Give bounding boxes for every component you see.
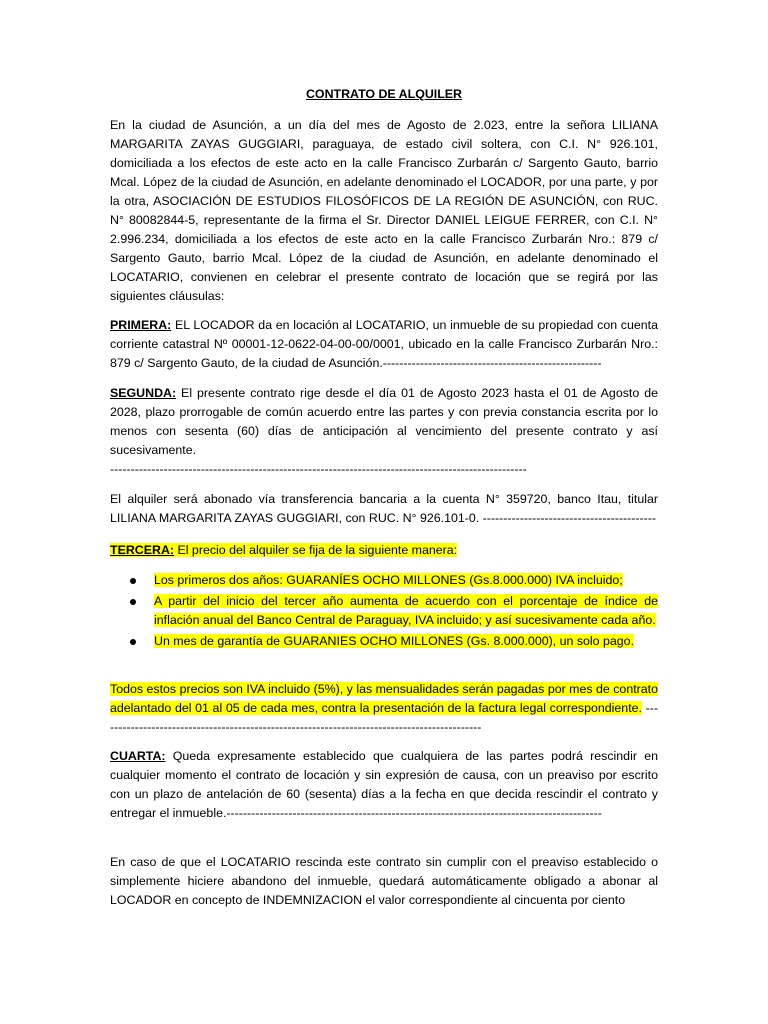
clause-cuarta <box>110 747 658 823</box>
price-item-text: A partir del inicio del tercer año aumenta de acuerdo con el porcentaje de índice de inflación anual del Banco Central de Paraguay, IVA incluido; y así sucesivamente cada año. <box>154 594 658 627</box>
clause-segunda-text: El presente contrato rige desde el día 01 de Agosto 2023 hasta el 01 de Agosto de 2028, plazo prorrogable de común acuerdo entre las partes y con previa constancia escrita por lo menos con sesenta (60) días de anticipación al vencimiento del presente contrato y así sucesivamente. <box>110 386 658 457</box>
document-title: CONTRATO DE ALQUILER <box>305 87 463 101</box>
clause-primera-label: PRIMERA: <box>110 318 172 332</box>
clause-tercera <box>110 541 658 560</box>
payment-paragraph: El alquiler será abonado vía transferencia bancaria a la cuenta N° 359720, banco Itau, titular LILIANA MARGARITA ZAYAS GUGGIARI, con RUC. N° 926.101-0. ------------------------------------------ <box>110 492 658 525</box>
clause-segunda <box>110 384 658 479</box>
clause-segunda-label: SEGUNDA: <box>110 386 177 400</box>
clause-cuarta-label: CUARTA: <box>110 749 166 763</box>
clause-tercera-text: El precio del alquiler se fija de la siguiente manera: <box>174 543 458 557</box>
list-item <box>110 592 658 630</box>
price-item-text: Los primeros dos años: GUARANÍES OCHO MILLONES (Gs.8.000.000) IVA incluido; <box>154 573 623 587</box>
clause-segunda-dashes: ----------------------------------------------------------------------------------------------------- <box>110 462 527 476</box>
prices-paragraph <box>110 680 658 737</box>
clause-tercera-label: TERCERA: <box>110 543 175 557</box>
prices-dashes: --------------------------------------------------------------------------------------------- <box>110 701 658 734</box>
rescission-paragraph: En caso de que el LOCATARIO rescinda este contrato sin cumplir con el preaviso establecido o simplemente hiciere abandono del inmueble, quedará automáticamente obligado a abonar al LOCADOR en concepto de INDEMNIZACION el valor correspondiente al cincuenta por ciento <box>110 855 658 907</box>
prices-text: Todos estos precios son IVA incluido (5%), y las mensualidades serán pagadas por mes de contrato adelantado del 01 al 05 de cada mes, contra la presentación de la factura legal correspondiente. <box>110 682 659 715</box>
bullet-icon <box>130 599 136 605</box>
clause-primera-text: EL LOCADOR da en locación al LOCATARIO, un inmueble de su propiedad con cuenta corriente catastral Nº 00001-12-0622-04-00-00/0001, ubicado en la calle Francisco Zurbarán Nro.: 879 c/ Sargento Gauto, de la ciudad de Asunción.----------------------------------------------------- <box>110 318 658 370</box>
clause-primera <box>110 316 658 373</box>
intro-paragraph: En la ciudad de Asunción, a un día del mes de Agosto de 2.023, entre la señora LILIANA MARGARITA ZAYAS GUGGIARI, paraguaya, de estado civil soltera, con C.I. N° 926.101, domiciliada a los efectos de este acto en la calle Francisco Zurbarán c/ Sargento Gauto, barrio Mcal. López de la ciudad de Asunción, en adelante denominado el LOCADOR, por una parte, y por la otra, ASOCIACIÓN DE ESTUDIOS FILOSÓFICOS DE LA REGIÓN DE ASUNCIÓN, con RUC. N° 80082844-5, representante de la firma el Sr. Director DANIEL LEIGUE FERRER, con C.I. N° 2.996.234, domiciliada a los efectos de este acto en la calle Francisco Zurbarán Nro.: 879 c/ Sargento Gauto, barrio Mcal. López de la ciudad de Asunción, en adelante denominado el LOCATARIO, convienen en celebrar el presente contrato de locación que se regirá por las siguientes cláusulas: <box>110 118 658 303</box>
list-item <box>110 571 658 590</box>
bullet-icon <box>130 578 136 584</box>
list-item <box>110 632 658 651</box>
price-item-text: Un mes de garantía de GUARANIES OCHO MILLONES (Gs. 8.000.000), un solo pago. <box>154 634 635 648</box>
bullet-icon <box>130 639 136 645</box>
clause-cuarta-text: Queda expresamente establecido que cualquiera de las partes podrá rescindir en cualquier momento el contrato de locación y sin expresión de causa, con un preaviso por escrito con un plazo de antelación de 60 (sesenta) días a la fecha en que decida rescindir el contrato y entregar el inmueble.------------------------------------------------------------------------------------------- <box>110 749 658 820</box>
price-list <box>110 571 658 653</box>
